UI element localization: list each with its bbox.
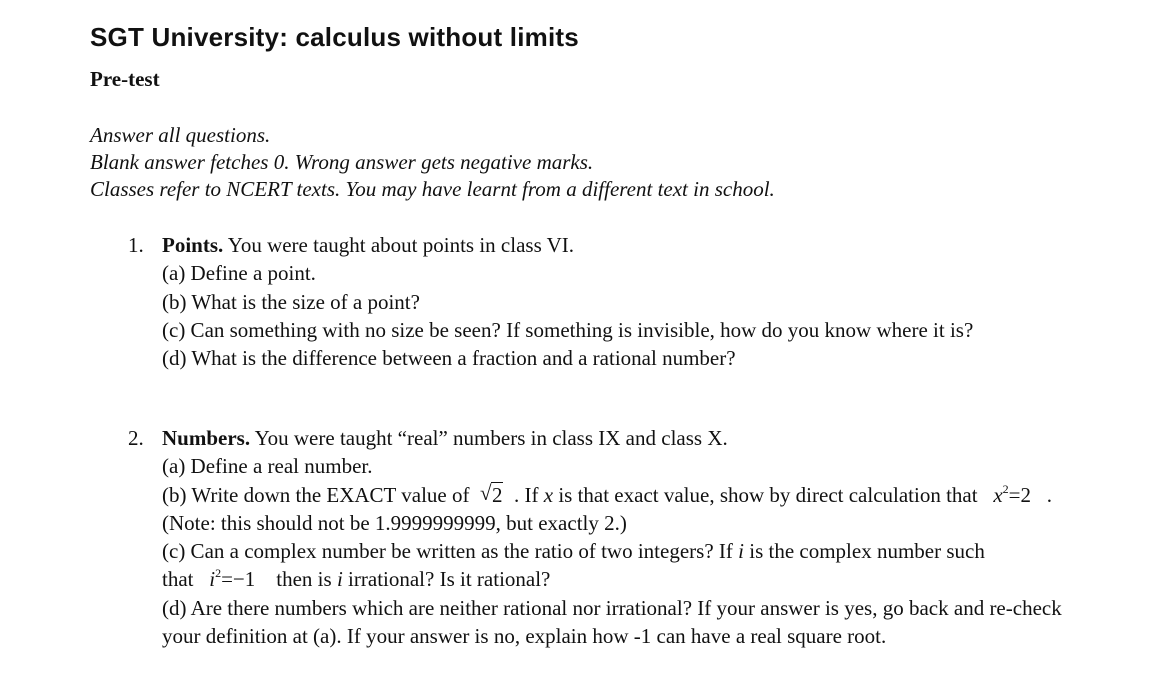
question-part-b — [162, 481, 1078, 538]
part-text: is the complex number such that — [162, 539, 985, 592]
equation-x-squared: $x^2=2$ — [993, 481, 1032, 507]
math-variable: i — [336, 567, 343, 592]
question-part-c: (c) Can something with no size be seen? If something is invisible, how do you know where it is? — [162, 317, 974, 342]
equation-i-squared: $i^2=-1$ — [209, 566, 256, 592]
sqrt-argument: 2 — [491, 482, 503, 507]
radical-icon: √ — [479, 480, 492, 505]
document-title: SGT University: calculus without limits — [90, 22, 579, 52]
question-title: Numbers. — [162, 426, 251, 450]
instruction-line: Blank answer fetches 0. Wrong answer gets negative marks. — [90, 150, 594, 174]
part-text: then is — [276, 567, 332, 592]
question-2 — [128, 424, 1078, 650]
part-text: is that exact value, show by direct calculation that — [558, 482, 978, 507]
document-subtitle: Pre-test — [90, 67, 160, 91]
question-part-a: (a) Define a real number. — [162, 454, 373, 479]
question-part-c — [162, 537, 1078, 594]
question-1 — [128, 231, 1078, 372]
math-variable: x — [543, 482, 554, 507]
math-variable: i — [738, 539, 744, 564]
instruction-line: Answer all questions. — [90, 123, 271, 147]
sqrt-expression — [480, 481, 504, 509]
question-part-d: (d) What is the difference between a fraction and a rational number? — [162, 346, 736, 371]
question-part-d: (d) Are there numbers which are neither rational nor irrational? If your answer is yes, go back and re-check your definition at (a). If your answer is no, explain how -1 can have a real square root. — [162, 595, 1062, 649]
part-text: . (Note: this should not be 1.9999999999, but exactly 2.) — [162, 482, 1053, 535]
question-heading — [162, 424, 1078, 452]
question-intro: You were taught “real” numbers in class IX and class X. — [254, 426, 728, 450]
part-text: (b) Write down the EXACT value of — [162, 482, 470, 507]
question-number: 1. — [128, 233, 144, 257]
question-intro: You were taught about points in class VI. — [227, 233, 575, 257]
part-text: . If — [513, 482, 539, 507]
part-text: (c) Can a complex number be written as the ratio of two integers? If — [162, 539, 733, 564]
question-part-a: (a) Define a point. — [162, 261, 316, 286]
question-number: 2. — [128, 426, 144, 450]
question-part-b: (b) What is the size of a point? — [162, 289, 420, 314]
question-title: Points. — [162, 233, 224, 257]
part-text: irrational? Is it rational? — [348, 567, 551, 592]
instructions-block — [90, 122, 775, 203]
question-heading — [162, 231, 1078, 259]
instruction-line: Classes refer to NCERT texts. You may have learnt from a different text in school. — [90, 177, 775, 201]
